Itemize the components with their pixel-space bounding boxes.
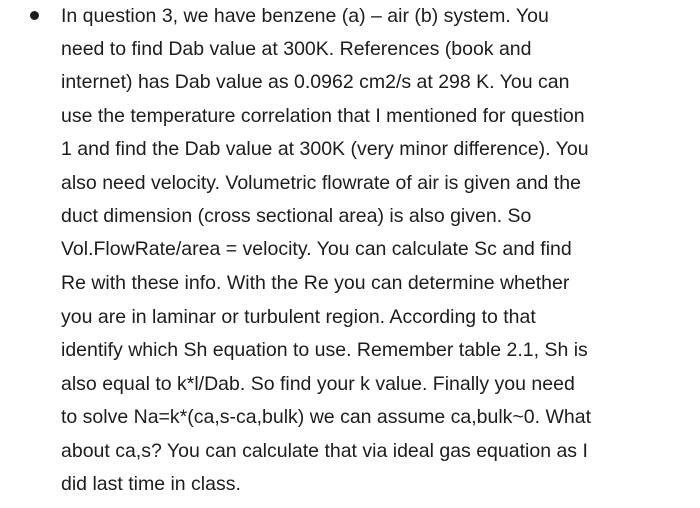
paragraph-line: 1 and find the Dab value at 300K (very minor difference). You [61,138,589,160]
paragraph-line: you are in laminar or turbulent region. According to that [61,306,536,328]
paragraph-line: internet) has Dab value as 0.0962 cm2/s at 298 K. You can [61,71,570,93]
paragraph-line: identify which Sh equation to use. Remember table 2.1, Sh is [61,339,588,361]
paragraph-line: Vol.FlowRate/area = velocity. You can calculate Sc and find [61,238,572,260]
paragraph-line: need to find Dab value at 300K. References (book and [61,38,532,60]
paragraph-line: Re with these info. With the Re you can determine whether [61,272,570,294]
paragraph-line: also equal to k*l/Dab. So find your k value. Finally you need [61,373,575,395]
bullet-point-icon [30,11,39,20]
paragraph-line: duct dimension (cross sectional area) is also given. So [61,205,532,227]
paragraph-line: about ca,s? You can calculate that via ideal gas equation as I [61,440,588,462]
paragraph-line: also need velocity. Volumetric flowrate of air is given and the [61,172,581,194]
paragraph-line: In question 3, we have benzene (a) – air (b) system. You [61,5,549,27]
paragraph-line: use the temperature correlation that I mentioned for question [61,105,585,127]
paragraph-line: did last time in class. [61,473,241,495]
paragraph-line: to solve Na=k*(ca,s-ca,bulk) we can assume ca,bulk~0. What [61,406,591,428]
